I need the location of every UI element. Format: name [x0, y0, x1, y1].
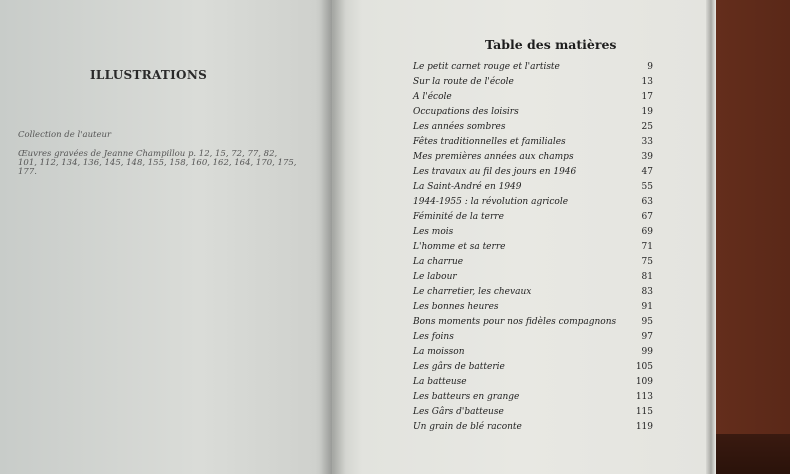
toc-entry: Les batteurs en grange 113	[413, 392, 653, 402]
toc-entry: L'homme et sa terre 71	[413, 242, 653, 252]
toc-entry: Les foins 97	[413, 332, 653, 342]
engravings-credit: Œuvres gravées de Jeanne Champillou p. 12, 15, 72, 77, 82, 101, 112, 134, 136, 145, 148, 155, 158, 160, 162, 164, 170, 175, 177.	[18, 149, 297, 177]
toc-entry: A l'école 17	[413, 92, 653, 102]
toc-entry: Le petit carnet rouge et l'artiste 9	[413, 62, 653, 72]
toc-entry: Les travaux au fil des jours en 1946 47	[413, 167, 653, 177]
toc-entry: Un grain de blé raconte 119	[413, 422, 653, 432]
toc-entry: Bons moments pour nos fidèles compagnons 95	[413, 317, 653, 327]
toc-entry: Les mois 69	[413, 227, 653, 237]
toc-entry: Les gârs de batterie 105	[413, 362, 653, 372]
toc-heading: Table des matières	[485, 37, 617, 52]
toc-entry: Occupations des loisirs 19	[413, 107, 653, 117]
toc-entry: Fêtes traditionnelles et familiales 33	[413, 137, 653, 147]
toc-entry: Sur la route de l'école 13	[413, 77, 653, 87]
toc-entry: Les Gârs d'batteuse 115	[413, 407, 653, 417]
illustrations-heading: ILLUSTRATIONS	[90, 68, 208, 82]
toc-entry: Les bonnes heures 91	[413, 302, 653, 312]
toc-entry: 1944-1955 : la révolution agricole 63	[413, 197, 653, 207]
toc-entry: La charrue 75	[413, 257, 653, 267]
toc-entry: La Saint-André en 1949 55	[413, 182, 653, 192]
table-of-contents	[413, 60, 653, 435]
toc-entry: Féminité de la terre 67	[413, 212, 653, 222]
toc-entry: Les années sombres 25	[413, 122, 653, 132]
toc-entry: La moisson 99	[413, 347, 653, 357]
page-edges	[706, 0, 716, 474]
book-spine	[320, 0, 346, 474]
toc-entry: Mes premières années aux champs 39	[413, 152, 653, 162]
author-collection-credit: Collection de l'auteur	[18, 130, 112, 140]
toc-entry: Le charretier, les chevaux 83	[413, 287, 653, 297]
left-page	[0, 0, 332, 474]
toc-entry: La batteuse 109	[413, 377, 653, 387]
toc-entry: Le labour 81	[413, 272, 653, 282]
